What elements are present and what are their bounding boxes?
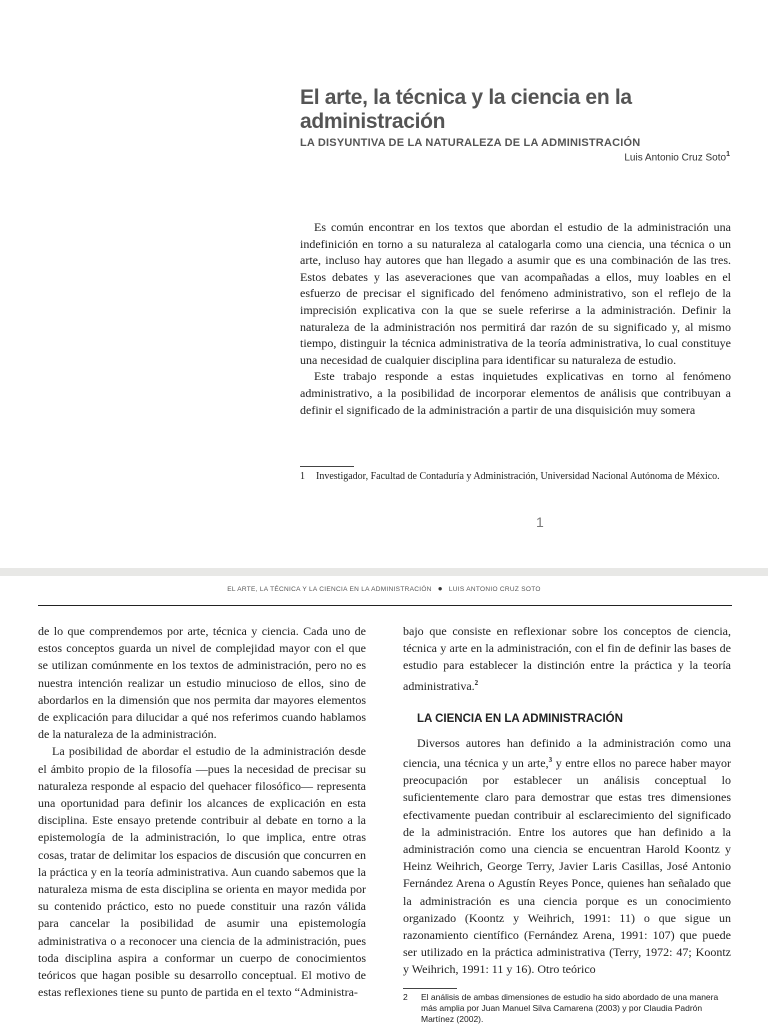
intro-text — [300, 219, 731, 418]
paragraph-text: Diversos autores han definido a la administración como una ciencia, una técnica y un arte, — [403, 735, 731, 771]
author-line — [624, 151, 730, 163]
footnote — [300, 470, 731, 483]
author-footnote-mark: 1 — [726, 151, 730, 158]
footnote-number: 1 — [300, 471, 305, 482]
header-rule — [38, 605, 732, 606]
article-title: El arte, la técnica y la ciencia en la administración — [300, 86, 632, 133]
paragraph: La posibilidad de abordar el estudio de la administración desde el ámbito propio de la filosofía —pues la necesidad de precisar su naturaleza responde al espacio del quehacer filosófico— representa una oportunidad para definir los alcances de explicación en esta disciplina. Este ensayo pretende contribuir al debate en torno a la epistemología de la administración, lo que implica, entre otras cosas, tratar de delimitar los espacios de discusión que concurren en la práctica y en la teoría administrativa. Aun cuando sabemos que la naturaleza misma de esta disciplina se orienta en mayor medida por su contenido práctico, esto no puede constituir una razón válida para cancelar la posibilidad de asumir una epistemología administrativa o a reconocer una ciencia de la administración, pues toda disciplina aspira a conformar un cuerpo de conocimientos teóricos que hagan posible su desarrollo conceptual. El motivo de estas reflexiones tiene su punto de partida en el texto “Administra- — [38, 744, 366, 1000]
article-subtitle: LA DISYUNTIVA DE LA NATURALEZA DE LA ADMINISTRACIÓN — [300, 137, 641, 149]
footnote-divider — [300, 466, 354, 467]
author-name: Luis Antonio Cruz Soto — [624, 152, 727, 164]
paragraph — [403, 735, 731, 979]
page-2 — [0, 576, 768, 1024]
running-head — [0, 584, 768, 593]
footnote-ref: 3 — [548, 756, 553, 765]
footnote-divider — [403, 988, 457, 989]
paragraph: Es común encontrar en los textos que abordan el estudio de la administración una indefinición en torno a su naturaleza al catalogarla como una ciencia, una técnica o un arte, incluso hay autores que han llegado a asumir que es una combinación de las tres. Estos debates y las aseveraciones que van acompañadas a ellos, muy loables en el esfuerzo de precisar el significado del fenómeno administrativo, son el reflejo de la imprecisión explicativa con la que se suele referirse a la administración. Definir la naturaleza de la administración nos permitirá dar razón de su significado y, al mismo tiempo, distinguir la técnica administrativa de la teoría administrativa, lo cual constituye una necesidad de cualquier disciplina para identificar su naturaleza de estudio. — [300, 220, 731, 367]
running-head-author: LUIS ANTONIO CRUZ SOTO — [448, 586, 541, 593]
footnote-text: El análisis de ambas dimensiones de estudio ha sido abordado de una manera más amplia por Juan Manuel Silva Camarena (2003) y por Claudia Padrón Martínez (2002). — [421, 992, 719, 1024]
running-head-title: EL ARTE, LA TÉCNICA Y LA CIENCIA EN LA ADMINISTRACIÓN — [227, 586, 432, 593]
paragraph: Este trabajo responde a estas inquietudes explicativas en torno al fenómeno administrativo, a la posibilidad de incorporar elementos de análisis que contribuyan a definir el significado de la administración a partir de una disquisición muy somera — [300, 369, 731, 417]
paragraph — [403, 623, 731, 695]
section-heading: LA CIENCIA EN LA ADMINISTRACIÓN — [417, 712, 623, 725]
page-number: 1 — [536, 514, 544, 530]
footnote-text: Investigador, Facultad de Contaduría y Administración, Universidad Nacional Autónoma de México. — [316, 471, 720, 482]
footnote-number: 2 — [403, 992, 408, 1002]
footnote — [403, 992, 731, 1024]
paragraph-text: bajo que consiste en reflexionar sobre los conceptos de ciencia, técnica y arte en la administración, con el fin de definir las bases de estudio para establecer la distinción entre la práctica y la teoría administrativa. — [403, 624, 731, 693]
right-column — [403, 623, 731, 979]
bullet-separator: ● — [437, 584, 443, 593]
footnote-ref: 2 — [474, 678, 479, 687]
paragraph: de lo que comprendemos por arte, técnica y ciencia. Cada uno de estos conceptos guarda un nivel de complejidad mayor con el que se utilizan comúnmente en los textos de administración, pero no es nuestra intención realizar un estudio minucioso de ellos, sino de abordarlos en la dimensión que nos permita dar mayores elementos de explicación para dilucidar a qué nos referimos cuando hablamos de la naturaleza de la administración. — [38, 624, 366, 742]
left-column — [38, 623, 366, 1001]
paragraph-text: y entre ellos no parece haber mayor preocupación por establecer un análisis conceptual lo suficientemente claro para demostrar que estas tres dimensiones efectivamente puedan contribuir al esclarecimiento del significado de la administración. Entre los autores que han definido a la administración como una ciencia se encuentran Harold Koontz y Heinz Weihrich, George Terry, Javier Laris Casillas, José Antonio Fernández Arena o Agustín Reyes Ponce, quienes han señalado que la administración es una ciencia porque es un conocimiento organizado (Koontz y Weihrich, 1991: 11) o que sigue un razonamiento científico (Fernández Arena, 1991: 107) que puede ser utilizado en la práctica administrativa (Terry, 1972: 47; Koontz y Weihrich, 1991: 11 y 16). Otro teórico — [403, 756, 731, 977]
